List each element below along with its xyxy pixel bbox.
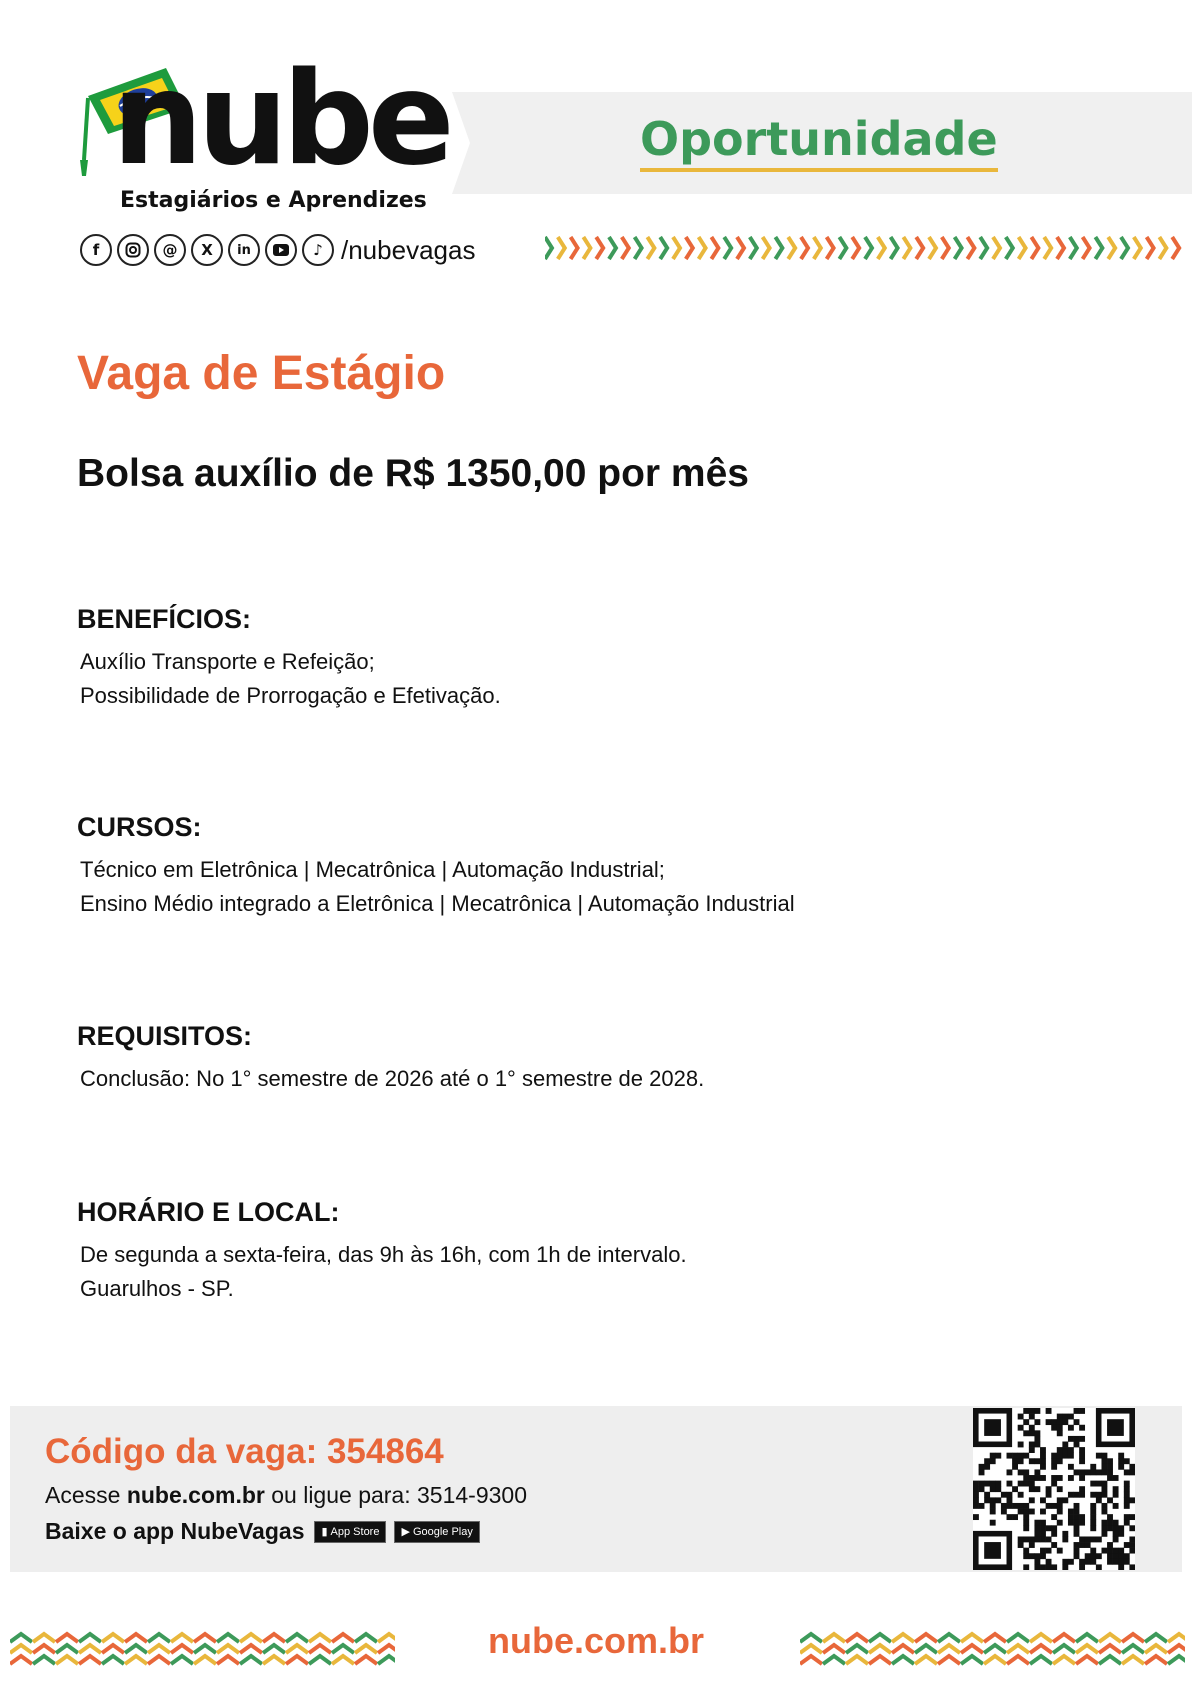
requirements-section [77,1021,704,1096]
threads-icon[interactable]: @ [154,234,186,266]
x-icon[interactable]: X [191,234,223,266]
job-title: Vaga de Estágio [77,347,446,400]
access-line [45,1482,527,1509]
section-line: Conclusão: No 1° semestre de 2026 até o 1° semestre de 2028. [80,1066,705,1091]
social-links [80,234,475,266]
qr-code[interactable] [973,1408,1135,1570]
facebook-icon[interactable]: f [80,234,112,266]
section-heading: HORÁRIO E LOCAL: [77,1197,340,1227]
schedule-location-section [77,1197,687,1306]
section-line: Técnico em Eletrônica | Mecatrônica | Automação Industrial; [80,857,665,882]
access-prefix: Acesse [45,1482,127,1508]
job-code: Código da vaga: 354864 [45,1432,444,1471]
section-heading: BENEFÍCIOS: [77,604,252,634]
instagram-icon[interactable] [117,234,149,266]
social-handle[interactable]: /nubevagas [341,234,476,265]
section-line: Guarulhos - SP. [80,1276,234,1301]
logo-wordmark: nube [112,45,449,194]
access-suffix: ou ligue para: 3514-9300 [264,1482,527,1508]
section-line: Possibilidade de Prorrogação e Efetivação. [80,683,501,708]
app-store-badge[interactable] [314,1521,386,1543]
section-line: De segunda a sexta-feira, das 9h às 16h, com 1h de intervalo. [80,1242,687,1267]
section-heading: REQUISITOS: [77,1021,253,1051]
decorative-zigzag-left [10,1628,395,1670]
courses-section [77,812,795,921]
section-line: Auxílio Transporte e Refeição; [80,649,375,674]
app-download-label: Baixe o app NubeVagas [45,1518,305,1544]
logo-tagline: Estagiários e Aprendizes [120,188,427,213]
section-line: Ensino Médio integrado a Eletrônica | Mecatrônica | Automação Industrial [80,891,795,916]
decorative-zigzag-right [800,1628,1185,1670]
decorative-chevron-strip [545,235,1185,261]
section-heading: CURSOS: [77,812,202,842]
apple-icon: ▮ [321,1526,328,1538]
google-play-badge[interactable] [394,1521,479,1543]
benefits-section [77,604,501,713]
tiktok-icon[interactable]: ♪ [302,234,334,266]
app-download-line [45,1518,480,1545]
google-play-label: Google Play [412,1525,473,1538]
linkedin-icon[interactable]: in [228,234,260,266]
youtube-icon[interactable] [265,234,297,266]
play-icon: ▶ [401,1526,410,1538]
nube-logo [80,45,449,228]
app-store-label: App Store [330,1525,380,1538]
bottom-site-url[interactable]: nube.com.br [488,1620,705,1661]
stipend: Bolsa auxílio de R$ 1350,00 por mês [77,452,749,495]
banner-label: Oportunidade [640,112,998,172]
access-site-link[interactable]: nube.com.br [126,1482,265,1508]
